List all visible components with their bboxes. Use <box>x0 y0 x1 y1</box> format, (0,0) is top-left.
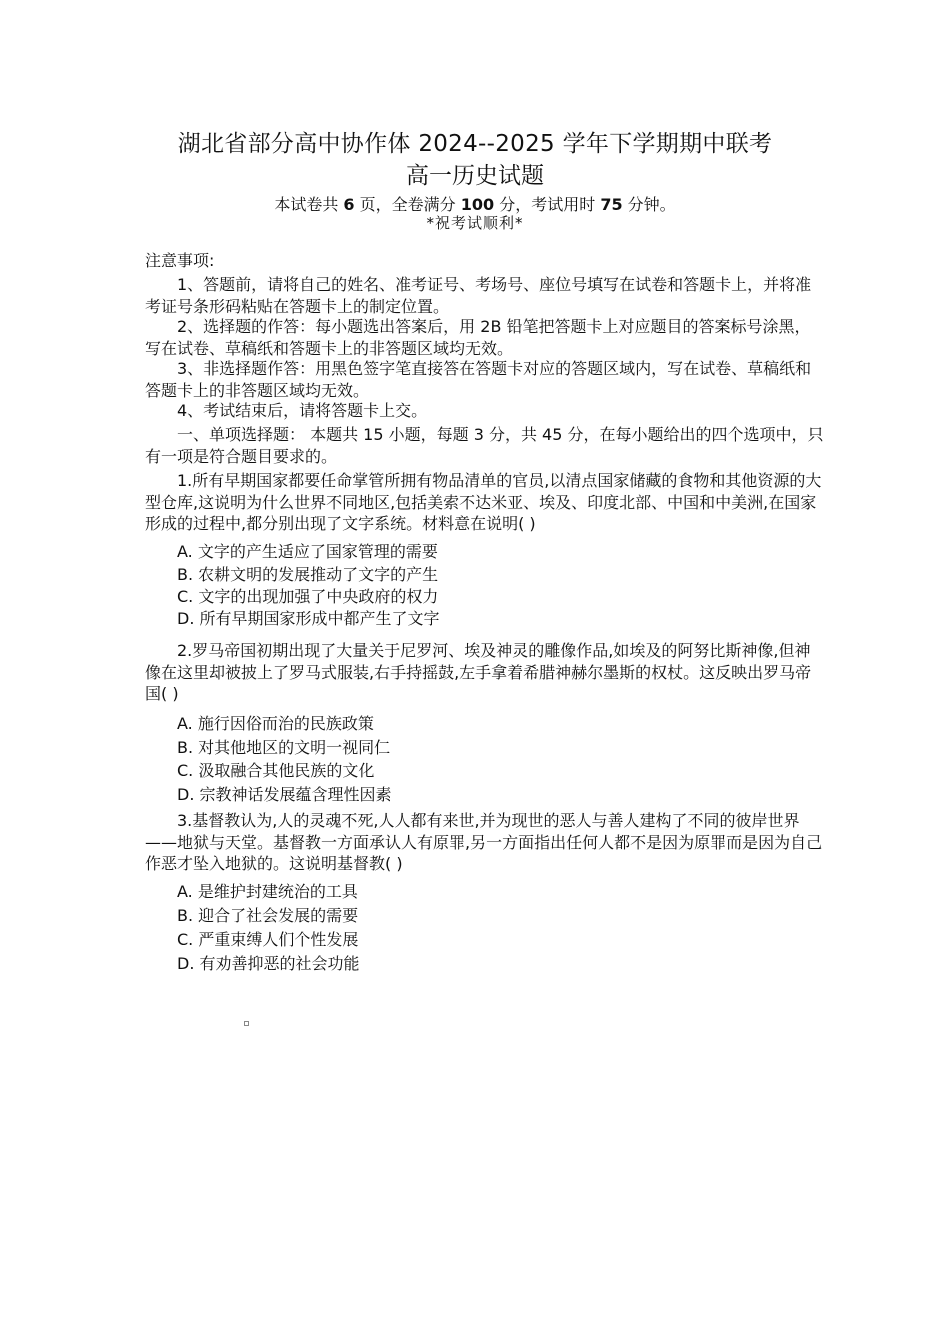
question-option: B. 迎合了社会发展的需要 <box>177 906 359 925</box>
question-option: B. 农耕文明的发展推动了文字的产生 <box>177 565 439 584</box>
note-item: 1、答题前，请将自己的姓名、准考证号、考场号、座位号填写在试卷和答题卡上，并将准考证号条形码粘贴在答题卡上的制定位置。 <box>145 275 812 316</box>
exam-title: 湖北省部分高中协作体 2024--2025 学年下学期期中联考 <box>177 131 773 157</box>
question-stem: 3.基督教认为,人的灵魂不死,人人都有来世,并为现世的恶人与善人建构了不同的彼岸世界——地狱与天堂。基督教一方面承认人有原罪,另一方面指出任何人都不是因为原罪而是因为自己作恶才坠入地狱的。这说明基督教( ) <box>145 811 823 873</box>
exam-info: 本试卷共 6 页，全卷满分 100 分，考试用时 75 分钟。 <box>274 195 676 214</box>
question-option: D. 宗教神话发展蕴含理性因素 <box>177 785 392 804</box>
question-option: D. 有劝善抑恶的社会功能 <box>177 954 360 973</box>
question-option: C. 严重束缚人们个性发展 <box>177 930 359 949</box>
question-option: A. 是维护封建统治的工具 <box>177 882 358 901</box>
question-stem: 2.罗马帝国初期出现了大量关于尼罗河、埃及神灵的雕像作品,如埃及的阿努比斯神像,但神像在这里却被披上了罗马式服装,右手持摇鼓,左手拿着希腊神赫尔墨斯的权杖。这反映出罗马帝国( ) <box>145 641 812 703</box>
notes-heading: 注意事项: <box>145 251 215 270</box>
stray-mark <box>244 1021 249 1026</box>
question-option: C. 汲取融合其他民族的文化 <box>177 761 375 780</box>
page-count: 6 <box>343 195 355 214</box>
full-score: 100 <box>460 195 495 214</box>
question-option: D. 所有早期国家形成中都产生了文字 <box>177 609 440 628</box>
note-item: 2、选择题的作答：每小题选出答案后，用 2B 铅笔把答题卡上对应题目的答案标号涂黑，写在试卷、草稿纸和答题卡上的非答题区域均无效。 <box>145 317 811 358</box>
blessing: *祝考试顺利* <box>426 214 524 232</box>
question-stem: 1.所有早期国家都要任命掌管所拥有物品清单的官员,以清点国家储藏的食物和其他资源的大型仓库,这说明为什么世界不同地区,包括美索不达米亚、埃及、印度北部、中国和中美洲,在国家形成的过程中,都分别出现了文字系统。材料意在说明( ) <box>145 471 822 533</box>
question-option: C. 文字的出现加强了中央政府的权力 <box>177 587 439 606</box>
question-option: B. 对其他地区的文明一视同仁 <box>177 738 391 757</box>
exam-duration: 75 <box>600 195 623 214</box>
exam-subject-title: 高一历史试题 <box>406 163 544 189</box>
question-option: A. 文字的产生适应了国家管理的需要 <box>177 542 438 561</box>
note-item: 3、非选择题作答：用黑色签字笔直接答在答题卡对应的答题区域内，写在试卷、草稿纸和答题卡上的非答题区域均无效。 <box>145 359 812 400</box>
question-option: A. 施行因俗而治的民族政策 <box>177 714 374 733</box>
note-item: 4、考试结束后，请将答题卡上交。 <box>177 401 428 420</box>
section-intro: 一、单项选择题： 本题共 15 小题，每题 3 分，共 45 分，在每小题给出的四个选项中，只有一项是符合题目要求的。 <box>145 425 824 466</box>
